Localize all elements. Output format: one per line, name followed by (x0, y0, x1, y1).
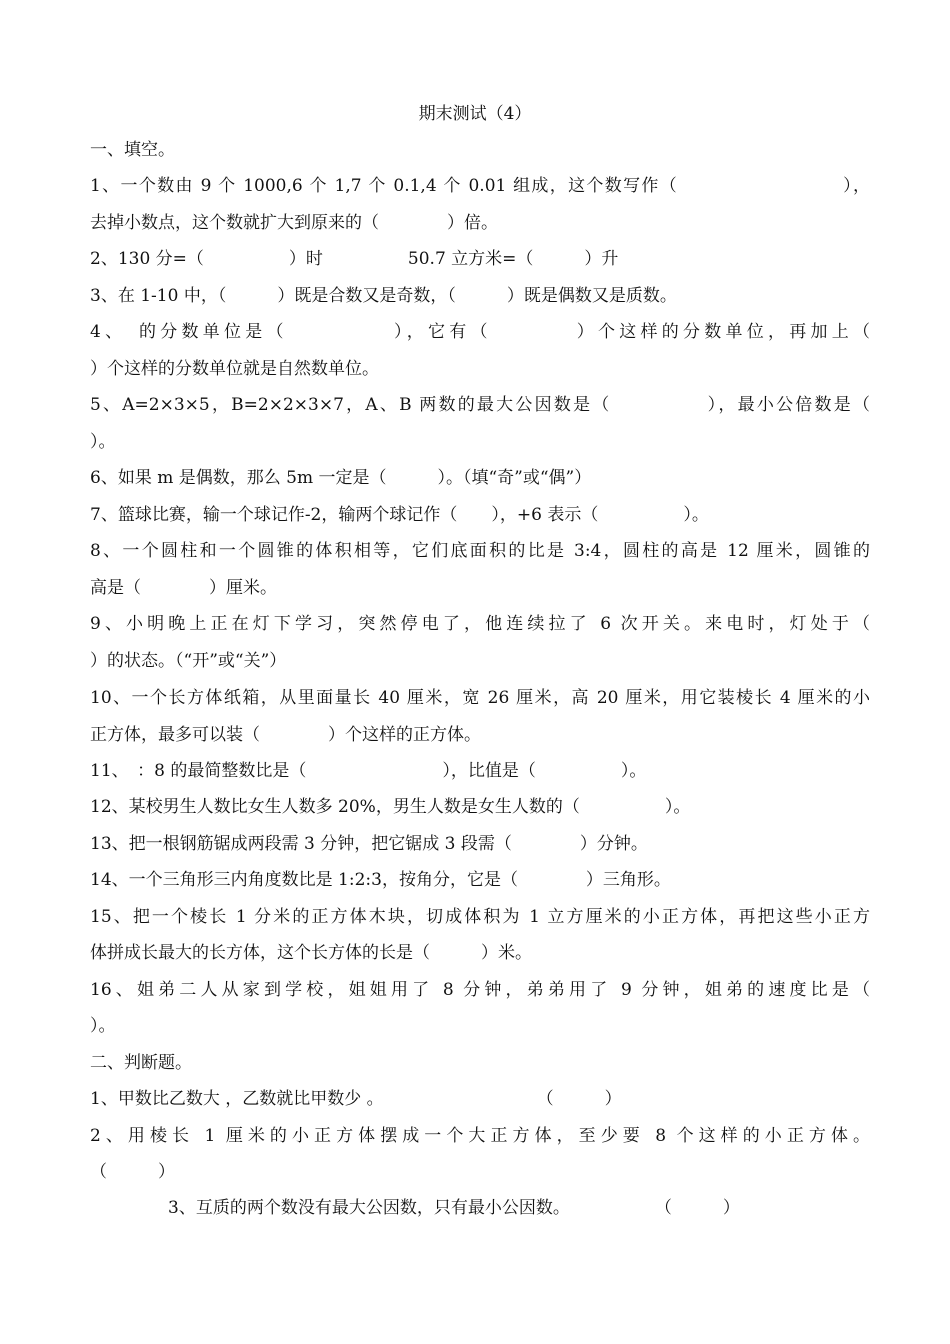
question-line: ）。 (90, 1016, 116, 1036)
question-line: 去掉小数点，这个数就扩大到原来的（ ）倍。 (90, 213, 498, 233)
question-line: （ ） (90, 1162, 175, 1182)
question-line: ）个这样的分数单位就是自然数单位。 (90, 359, 379, 379)
question-line: 1、甲数比乙数大 ，乙数就比甲数少 。 （ ） (90, 1089, 622, 1109)
question-line: 5、A=2×3×5，B=2×2×3×7，A、B 两数的最大公因数是（ ），最小公倍数是（ (90, 395, 870, 415)
question-line: 高是（ ）厘米。 (90, 578, 277, 598)
question-line: 1、一个数由 9 个 1000,6 个 1,7 个 0.1,4 个 0.01 组成，这个数写作（ ）， (90, 176, 870, 196)
question-line: 10、一个长方体纸箱，从里面量长 40 厘米，宽 26 厘米，高 20 厘米，用它装棱长 4 厘米的小 (90, 688, 870, 708)
page-title: 期末测试（4） (418, 104, 532, 124)
question-line: ）的状态。（“开”或“关”） (90, 651, 287, 671)
question-line: 3、在 1-10 中，（ ）既是合数又是奇数，（ ）既是偶数又是质数。 (90, 286, 677, 306)
question-line: 9、小明晚上正在灯下学习，突然停电了，他连续拉了 6 次开关。来电时，灯处于（ (90, 614, 870, 634)
question-line: 12、某校男生人数比女生人数多 20%，男生人数是女生人数的（ ）。 (90, 797, 691, 817)
question-line: 2、用棱长 1 厘米的小正方体摆成一个大正方体，至少要 8 个这样的小正方体。 (90, 1126, 870, 1146)
question-line: 体拼成长最大的长方体，这个长方体的长是（ ）米。 (90, 943, 532, 963)
question-line: ）。 (90, 432, 116, 452)
question-line: 13、把一根钢筋锯成两段需 3 分钟，把它锯成 3 段需（ ）分钟。 (90, 834, 648, 854)
question-line: 2、130 分=（ ）时 50.7 立方米=（ ）升 (90, 249, 619, 269)
question-line: 14、一个三角形三内角度数比是 1:2:3，按角分，它是（ ）三角形。 (90, 870, 671, 890)
question-line: 正方体，最多可以装（ ）个这样的正方体。 (90, 725, 481, 745)
question-line: 4、 的分数单位是（ ），它有（ ）个这样的分数单位，再加上（ (90, 322, 870, 342)
question-line: 8、一个圆柱和一个圆锥的体积相等，它们底面积的比是 3:4，圆柱的高是 12 厘米，圆锥的 (90, 541, 870, 561)
section-heading-true-false: 二、判断题。 (90, 1053, 192, 1073)
section-heading-fill-blank: 一、填空。 (90, 140, 175, 160)
question-line: 3、互质的两个数没有最大公因数，只有最小公因数。 （ ） (168, 1198, 740, 1218)
question-line: 16、姐弟二人从家到学校，姐姐用了 8 分钟，弟弟用了 9 分钟，姐弟的速度比是（ (90, 980, 870, 1000)
question-line: 15、把一个棱长 1 分米的正方体木块，切成体积为 1 立方厘米的小正方体，再把这些小正方 (90, 907, 870, 927)
question-line: 6、如果 m 是偶数，那么 5m 一定是（ ）。（填“奇”或“偶”） (90, 468, 592, 488)
question-line: 11、 ：8 的最简整数比是（ ），比值是（ ）。 (90, 761, 647, 781)
question-line: 7、篮球比赛，输一个球记作-2，输两个球记作（ ），+6 表示（ ）。 (90, 505, 709, 525)
